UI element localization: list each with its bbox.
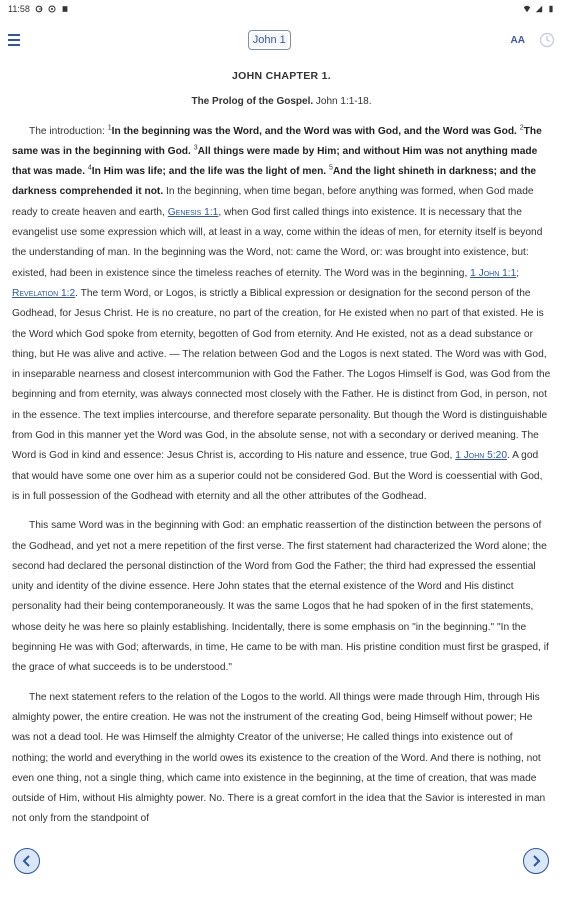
commentary-paragraph: [12, 122, 551, 508]
verse-text: And the light shineth in darkness; and the darkness comprehended it not.: [12, 166, 537, 198]
verse-number: 5: [328, 164, 333, 172]
verse-text: All things were made by Him; and without Him was not anything made that was made.: [12, 145, 538, 178]
chevron-right-icon: [530, 855, 542, 867]
font-size-button[interactable]: AA: [510, 34, 525, 46]
commentary-paragraph: The next statement refers to the relation of the Logos to the world. All things were made through Him, through His almighty power, the entire creation. He was not the instrument of the creating God, being Himself without power; He was not a dead tool. He was Himself the almighty Creator of the universe; He called things into existence out of nothing; the world and everything in the world owes its existence to the creation of the Word. And there is nothing, not even one thing, not a single thing, which came into existence in the beginning, at the time of creation, that was made outside of Him, without His almighty power. No. There is a great comfort in the idea that the Savior is interested in man not only from the standpoint of: [12, 691, 546, 825]
verse-text: The same was in the beginning with God.: [12, 125, 542, 157]
commentary-text: . A god that would have some one over him as a superior could not be considered God. But the Word is coessential with God, is in full possession of the Godhead with eternity and all the other attributes of the Godhead.: [12, 450, 543, 502]
commentary-text: In the beginning, when time began, before anything was formed, when God made ready to create heaven and earth,: [12, 186, 534, 218]
wifi-icon: [523, 5, 531, 13]
section-heading: [12, 92, 551, 112]
g-icon: [35, 5, 43, 13]
verse-text: In the beginning was the Word, and the Word was with God, and the Word was God.: [111, 125, 517, 137]
next-chapter-button[interactable]: [523, 848, 549, 874]
intro-label: The introduction:: [29, 125, 108, 137]
signal-icon: [535, 5, 543, 13]
chapter-selector-button[interactable]: John 1: [248, 30, 291, 50]
chevron-left-icon: [21, 855, 33, 867]
settings-icon: [48, 5, 56, 13]
commentary-paragraph: This same Word was in the beginning with God: an emphatic reassertion of the distinction between the persons of the Godhead, and yet not a mere repetition of the first verse. The first statement had characterized the Word alone; the second had declared the personal distinction of the Word from God the Father; the third had expressed the essential unity and identity of the divine essence. Here John states that the eternal existence of the Word and His distinct personality had their being contemporaneously. It was the same Logos that he had spoken of in the first statements, whose deity he was here so plainly establishing. Incidentally, there is some emphasis on "in the beginning." "In the beginning He was with God; afterwards, in time, He came to be with man. His pristine condition must first be grasped, if the grace of what succeeds is to be understood.": [12, 520, 549, 674]
scripture-ref-link[interactable]: Genesis 1:1: [167, 206, 219, 218]
status-time: 11:58: [8, 4, 30, 14]
menu-icon[interactable]: [8, 30, 28, 50]
commentary-text: . The term Word, or Logos, is strictly a Biblical expression or designation for the second person of the Godhead, for Jesus Christ. He is no creature, no part of the creation, for He existed when no part of that existed. He is the Word which God spoke from eternity, begotten of God from eternity. And He existed, not as a dead substance or thing, but He was alive and active. — The relation between God and the Logos is next stated. The Word was with God, in inseparable nearness and closest intercommunion with God the Father. The Logos Himself is God, was God from the beginning and from eternity, was always connected most closely with the Father. He is distinct from God, in person, not in the essence. The text implies intercourse, and therefore separate personality. But though the Word is distinguishable from God in this manner yet the Word was God, in the absolute sense, not with a secondary or derived meaning. The Word is God in kind and essence: Jesus Christ is, according to His nature and essence, true God,: [12, 287, 551, 462]
history-clock-icon[interactable]: [539, 32, 555, 48]
section-ref: John 1:1-18.: [313, 96, 372, 108]
scripture-ref-link[interactable]: Revelation 1:2: [12, 287, 76, 299]
chapter-heading: JOHN CHAPTER 1.: [231, 70, 331, 82]
status-bar: [0, 0, 563, 18]
verse-number: 2: [519, 124, 524, 132]
note-icon: [61, 5, 69, 13]
commentary-text: ;: [516, 267, 520, 279]
toolbar: [0, 18, 563, 62]
reading-content: [0, 66, 563, 830]
previous-chapter-button[interactable]: [14, 848, 40, 874]
verse-number: 3: [193, 144, 198, 152]
verse-number: 4: [87, 164, 92, 172]
scripture-ref-link[interactable]: 1 John 1:1: [470, 267, 517, 279]
verse-text: In Him was life; and the life was the light of men.: [91, 166, 327, 178]
commentary-text: , when God first called things into existence. It is necessary that the evangelist use some expression which will, at least in a way, come within the ideas of men, for eternity itself is beyond the understanding of man. In the beginning was the Word, not: came the Word, or: was brought into existence, but: existed, had been in existence since the timeless reaches of eternity. The Word was in the beginning,: [12, 206, 543, 279]
battery-icon: [547, 5, 555, 13]
section-title: The Prolog of the Gospel.: [191, 96, 314, 108]
scripture-ref-link[interactable]: 1 John 5:20: [455, 450, 508, 462]
verse-number: 1: [107, 124, 112, 132]
